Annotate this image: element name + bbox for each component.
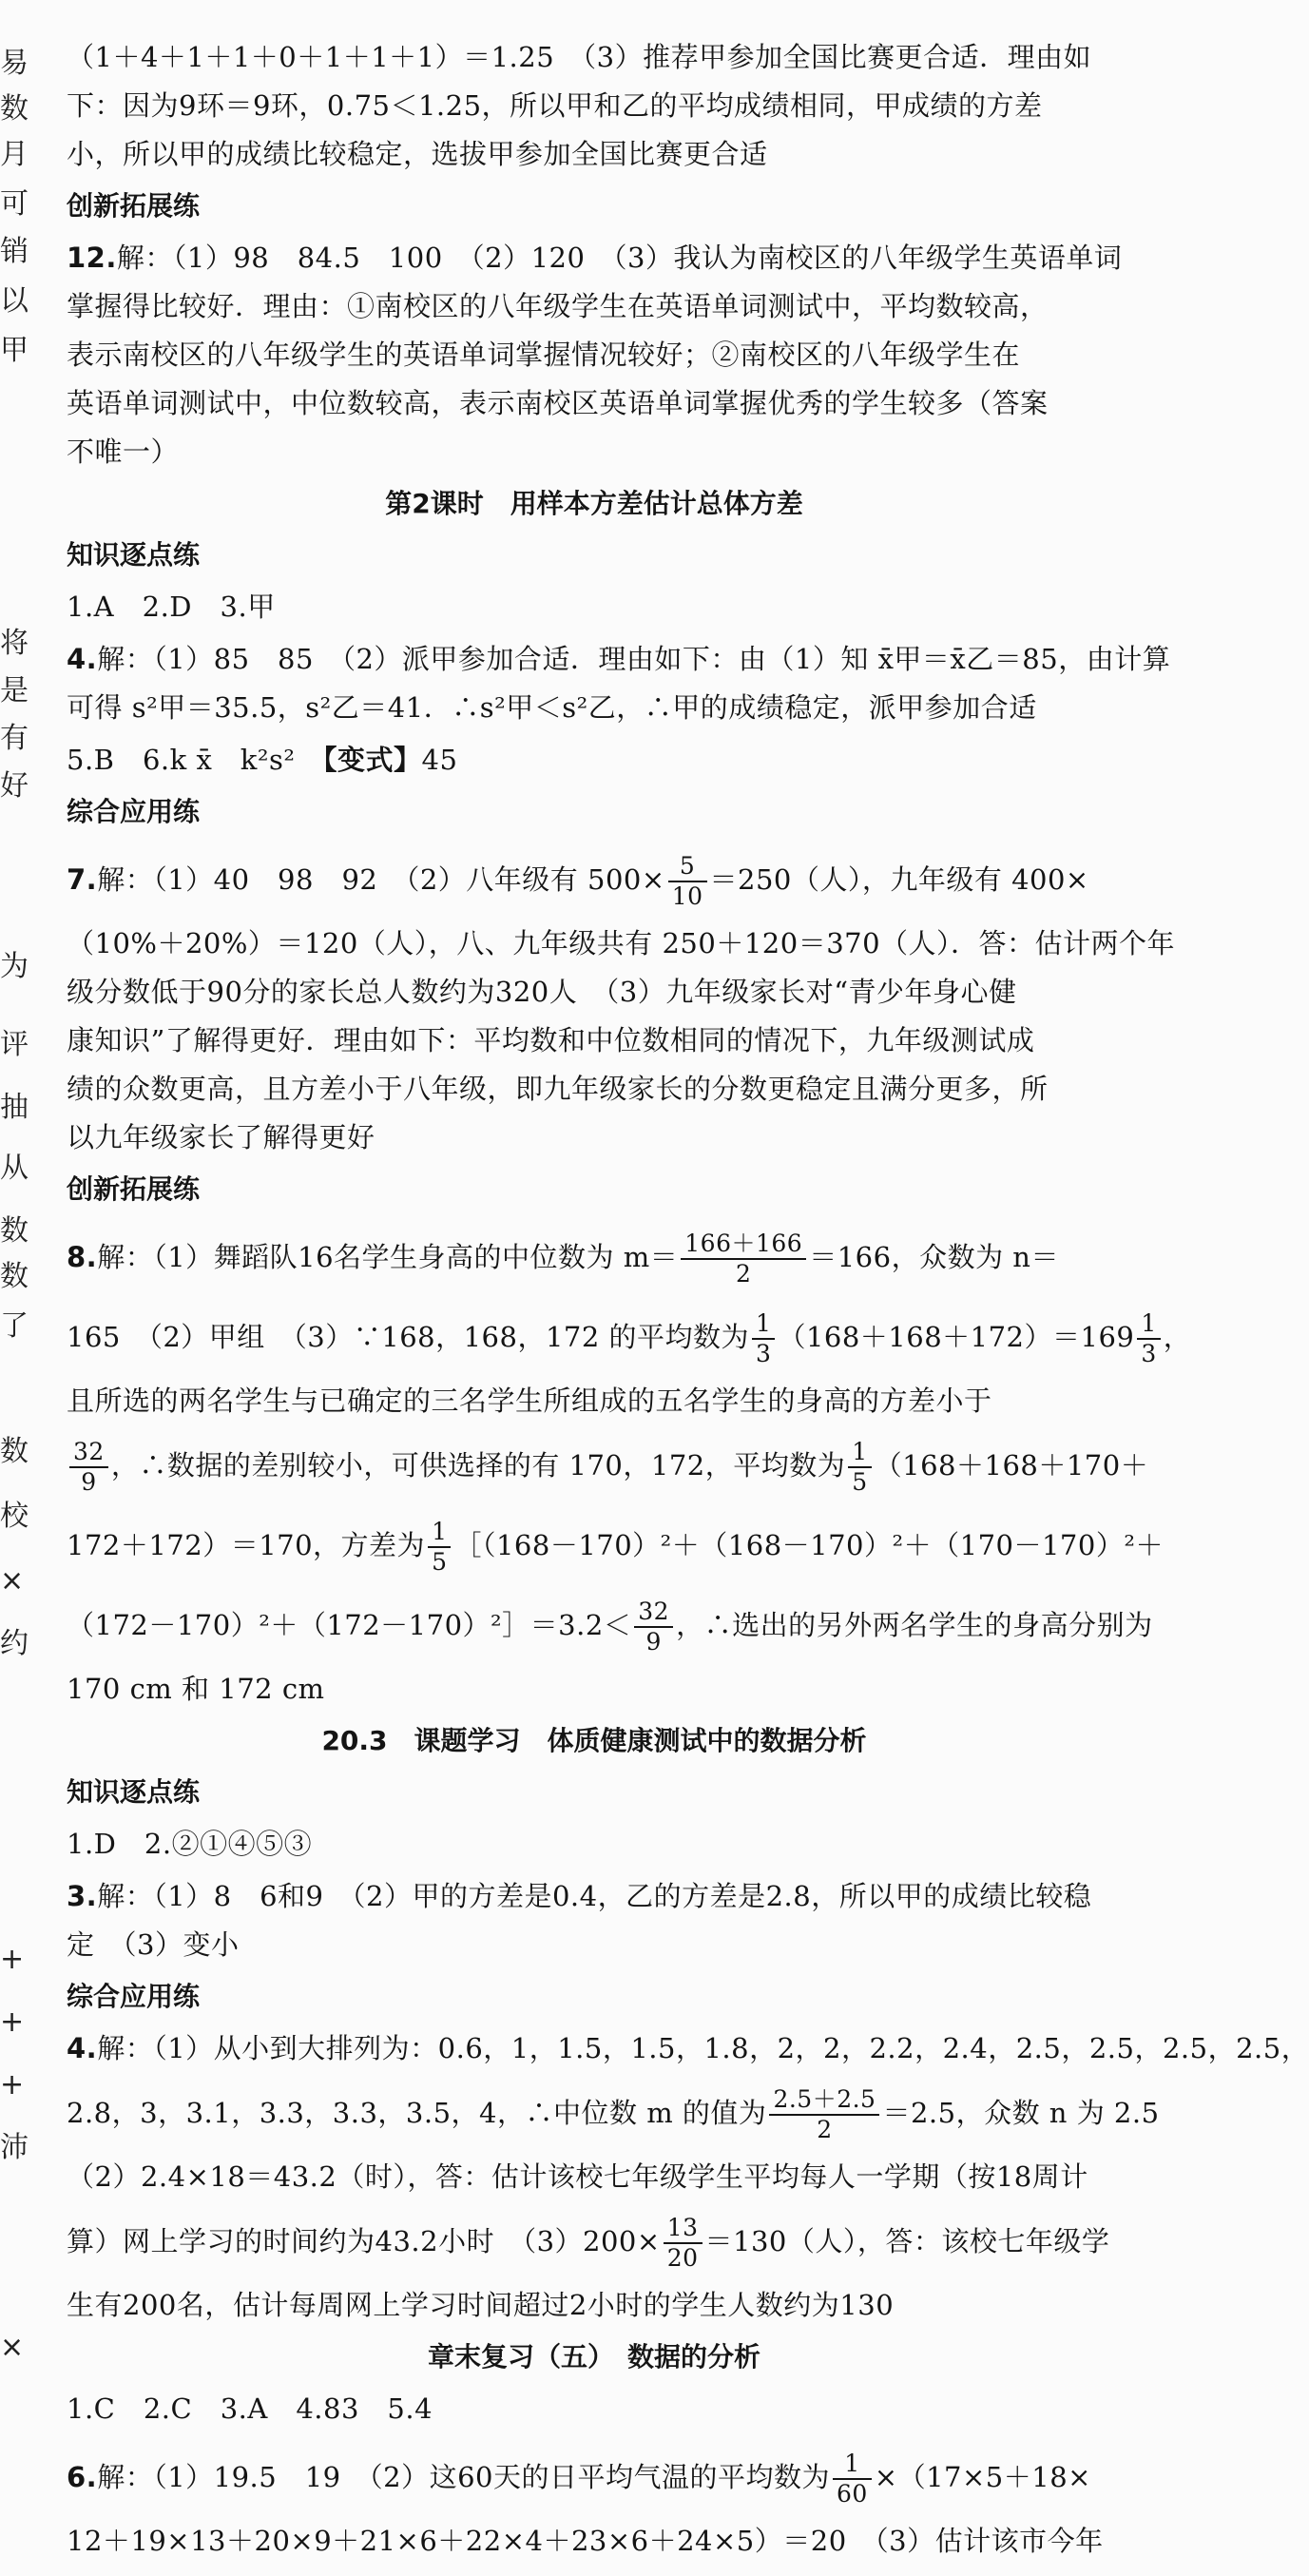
- fraction-numerator: 1: [833, 2450, 872, 2480]
- variant-answer: 45: [421, 744, 458, 776]
- choice-answers: [67, 590, 1122, 625]
- question-3: [67, 1879, 1122, 1963]
- margin-char: 易: [0, 47, 29, 80]
- margin-char: 数: [0, 1260, 29, 1293]
- margin-char: 评: [0, 1028, 29, 1061]
- question-4: [67, 642, 1171, 726]
- question-8: [67, 1224, 1192, 1707]
- fraction-numerator: 1: [752, 1309, 775, 1340]
- fraction: [69, 1438, 108, 1497]
- margin-char: 数: [0, 1214, 29, 1248]
- text-line: 1.C 2.C 3.A 4.83 5.4: [67, 2392, 433, 2425]
- text-line: 1.A 2.D 3.甲: [67, 591, 276, 623]
- fraction-denominator: 20: [666, 2244, 699, 2272]
- text-line: （1＋4＋1＋1＋0＋1＋1＋1）＝1.25 （3）推荐甲参加全国比赛更合适．理由如: [67, 41, 1092, 73]
- question-6: [67, 2444, 1122, 2559]
- question-number: 12.: [67, 242, 117, 274]
- margin-char: 甲: [0, 334, 29, 367]
- fraction: [833, 2450, 872, 2508]
- text-line: 解：（1）85 85 （2）派甲参加合适．理由如下：由（1）知 x̄甲＝x̄乙＝85，由计算: [97, 643, 1171, 675]
- margin-char: 数: [0, 1435, 29, 1468]
- question-number: 4.: [67, 2032, 98, 2064]
- fraction: [428, 1518, 451, 1577]
- section-heading: 综合应用练: [67, 796, 201, 827]
- carryover-answer: [67, 40, 1122, 172]
- fraction-denominator: 3: [1141, 1340, 1157, 1367]
- fraction: [1137, 1309, 1160, 1368]
- fraction: [769, 2085, 879, 2144]
- text-segment: ，: [1163, 1321, 1192, 1353]
- text-line: 表示南校区的八年级学生的英语单词掌握情况较好；②南校区的八年级学生在: [67, 339, 1021, 371]
- text-segment: 2.8，3，3.1，3.3，3.3，3.5，4，∴中位数 m 的值为: [67, 2097, 767, 2129]
- text-segment: （172－170）²＋（172－170）²］＝3.2＜: [67, 1609, 632, 1641]
- fraction-denominator: 9: [81, 1468, 97, 1496]
- margin-char: 为: [0, 950, 29, 983]
- fraction: [681, 1230, 806, 1288]
- text-line: 绩的众数更高，且方差小于八年级，即九年级家长的分数更稳定且满分更多，所: [67, 1073, 1049, 1105]
- text-segment: （168＋168＋172）＝169: [778, 1321, 1135, 1353]
- margin-char: +: [0, 2005, 25, 2039]
- margin-char: 是: [0, 674, 29, 707]
- question-number: 4.: [67, 643, 98, 675]
- fraction-numerator: 1: [848, 1438, 871, 1468]
- text-segment: 172＋172）＝170，方差为: [67, 1529, 426, 1561]
- answer-content: [67, 40, 1309, 2576]
- variant-label: 【变式】: [323, 744, 422, 776]
- fraction-numerator: 1: [428, 1518, 451, 1548]
- fraction-denominator: 2: [817, 2116, 833, 2143]
- text-line: 康知识”了解得更好．理由如下：平均数和中位数相同的情况下，九年级测试成: [67, 1024, 1035, 1056]
- text-line: 以九年级家长了解得更好: [67, 1121, 375, 1153]
- text-line: 不唯一）: [67, 436, 180, 468]
- margin-char: 沛: [0, 2131, 29, 2164]
- margin-char: 以: [0, 284, 29, 318]
- margin-char: 可: [0, 187, 29, 221]
- margin-char: 从: [0, 1152, 29, 1185]
- fraction: [664, 2214, 703, 2273]
- fraction-numerator: 5: [668, 852, 707, 882]
- question-12: [67, 241, 1122, 470]
- text-segment: ，∴数据的差别较小，可供选择的有 170，172，平均数为: [110, 1449, 846, 1482]
- text-line: 掌握得比较好．理由：①南校区的八年级学生在英语单词测试中，平均数较高，: [67, 290, 1049, 322]
- fraction-numerator: 13: [664, 2214, 703, 2244]
- choice-answers: [67, 2392, 1122, 2427]
- fraction-numerator: 2.5＋2.5: [769, 2085, 879, 2116]
- margin-char: ×: [0, 1564, 25, 1598]
- text-line: 1.D 2.②①④⑤③: [67, 1828, 313, 1860]
- text-segment: ＝2.5，众数 n 为 2.5: [882, 2097, 1160, 2129]
- text-line: 定 （3）变小: [67, 1928, 240, 1961]
- margin-char: ×: [0, 2331, 25, 2364]
- question-number: 6.: [67, 2461, 98, 2493]
- text-line: 下：因为9环＝9环，0.75＜1.25，所以甲和乙的平均成绩相同，甲成绩的方差: [67, 89, 1043, 122]
- text-segment: ，∴选出的另外两名学生的身高分别为: [676, 1609, 1153, 1641]
- margin-char: 好: [0, 769, 29, 803]
- fraction: [752, 1309, 775, 1368]
- fraction-denominator: 2: [736, 1260, 752, 1288]
- text-line: 生有200名，估计每周网上学习时间超过2小时的学生人数约为130: [67, 2289, 895, 2321]
- margin-char: 数: [0, 92, 29, 126]
- text-segment: ×（17×5＋18×: [874, 2461, 1091, 2493]
- text-line: （10%＋20%）＝120（人），八、九年级共有 250＋120＝370（人）．答：估计两个年: [67, 927, 1176, 959]
- text-segment: 解：（1）40 98 92 （2）八年级有 500×: [97, 863, 665, 896]
- text-segment: ＝130（人），答：该校七年级学: [704, 2225, 1110, 2257]
- text-line: （2）2.4×18＝43.2（时），答：估计该校七年级学生平均每人一学期（按18周计: [67, 2160, 1088, 2193]
- margin-char: 销: [0, 235, 29, 268]
- section-heading: 创新拓展练: [67, 190, 201, 222]
- fraction-numerator: 1: [1137, 1309, 1160, 1340]
- question-number: 8.: [67, 1241, 98, 1273]
- text-line: 英语单词测试中，中位数较高，表示南校区英语单词掌握优秀的学生较多（答案: [67, 387, 1049, 419]
- fraction-denominator: 5: [852, 1468, 868, 1496]
- text-line: 级分数低于90分的家长总人数约为320人 （3）九年级家长对“青少年身心健: [67, 976, 1017, 1008]
- fraction-denominator: 3: [756, 1340, 772, 1367]
- text-segment: 解：（1）舞蹈队16名学生身高的中位数为 m＝: [97, 1241, 679, 1273]
- fraction-denominator: 9: [645, 1628, 662, 1656]
- text-line: 小，所以甲的成绩比较稳定，选拔甲参加全国比赛更合适: [67, 138, 768, 170]
- fraction-numerator: 166＋166: [681, 1230, 806, 1260]
- fraction-denominator: 5: [432, 1548, 448, 1576]
- section-heading: 综合应用练: [67, 1981, 201, 2012]
- text-line: 解：（1）从小到大排列为：0.6，1，1.5，1.5，1.8，2，2，2.2，2.4，2.5，2.5，2.5，2.5，: [97, 2032, 1309, 2064]
- text-line: 12＋19×13＋20×9＋21×6＋22×4＋23×6＋24×5）＝20 （3）估计该市今年: [67, 2525, 1104, 2557]
- question-number: 3.: [67, 1880, 98, 1912]
- fraction-denominator: 10: [671, 882, 703, 910]
- margin-char: 月: [0, 138, 29, 171]
- text-segment: （168＋168＋170＋: [874, 1449, 1149, 1482]
- question-7: [67, 846, 1176, 1155]
- text-line: 解：（1）98 84.5 100 （2）120 （3）我认为南校区的八年级学生英语单词: [116, 242, 1123, 274]
- section-heading: 知识逐点练: [67, 1776, 201, 1808]
- margin-char: 有: [0, 722, 29, 755]
- margin-char: 抽: [0, 1091, 29, 1124]
- text-line: 解：（1）8 6和9 （2）甲的方差是0.4，乙的方差是2.8，所以甲的成绩比较稳: [97, 1880, 1092, 1912]
- lesson-title: 章末复习（五） 数据的分析: [427, 2341, 760, 2373]
- fraction-numerator: 32: [634, 1598, 673, 1628]
- margin-char: 校: [0, 1500, 29, 1533]
- margin-char: 约: [0, 1627, 29, 1660]
- fraction: [848, 1438, 871, 1497]
- text-segment: ＝166，众数为 n＝: [809, 1241, 1059, 1273]
- choice-answers: [67, 1827, 1122, 1862]
- margin-char: +: [0, 1943, 25, 1976]
- text-segment: ［（168－170）²＋（168－170）²＋（170－170）²＋: [453, 1529, 1164, 1561]
- text-line: 170 cm 和 172 cm: [67, 1673, 325, 1705]
- section-heading: 知识逐点练: [67, 539, 201, 571]
- margin-char: 了: [0, 1309, 29, 1343]
- text-line: 且所选的两名学生与已确定的三名学生所组成的五名学生的身高的方差小于: [67, 1385, 992, 1417]
- text-line: 5.B 6.k x̄ k²s²: [67, 744, 324, 776]
- lesson-title: 第2课时 用样本方差估计总体方差: [385, 488, 803, 519]
- left-margin-fragments: [0, 0, 38, 2503]
- question-5-6: [67, 743, 1122, 778]
- margin-char: +: [0, 2068, 25, 2101]
- text-segment: 解：（1）19.5 19 （2）这60天的日平均气温的平均数为: [97, 2461, 830, 2493]
- section-heading: 创新拓展练: [67, 1173, 201, 1205]
- text-line: 可得 s²甲＝35.5，s²乙＝41．∴s²甲＜s²乙，∴甲的成绩稳定，派甲参加合适: [67, 691, 1037, 724]
- fraction: [634, 1598, 673, 1656]
- question-number: 7.: [67, 863, 98, 896]
- margin-char: 将: [0, 627, 29, 660]
- question-4: [67, 2031, 1309, 2323]
- fraction-denominator: 60: [836, 2480, 868, 2508]
- fraction: [668, 852, 707, 911]
- text-segment: ＝250（人），九年级有 400×: [709, 863, 1089, 896]
- text-segment: 算）网上学习的时间约为43.2小时 （3）200×: [67, 2225, 661, 2257]
- fraction-numerator: 32: [69, 1438, 108, 1468]
- text-segment: 165 （2）甲组 （3）∵168，168，172 的平均数为: [67, 1321, 750, 1353]
- lesson-title: 20.3 课题学习 体质健康测试中的数据分析: [321, 1725, 867, 1756]
